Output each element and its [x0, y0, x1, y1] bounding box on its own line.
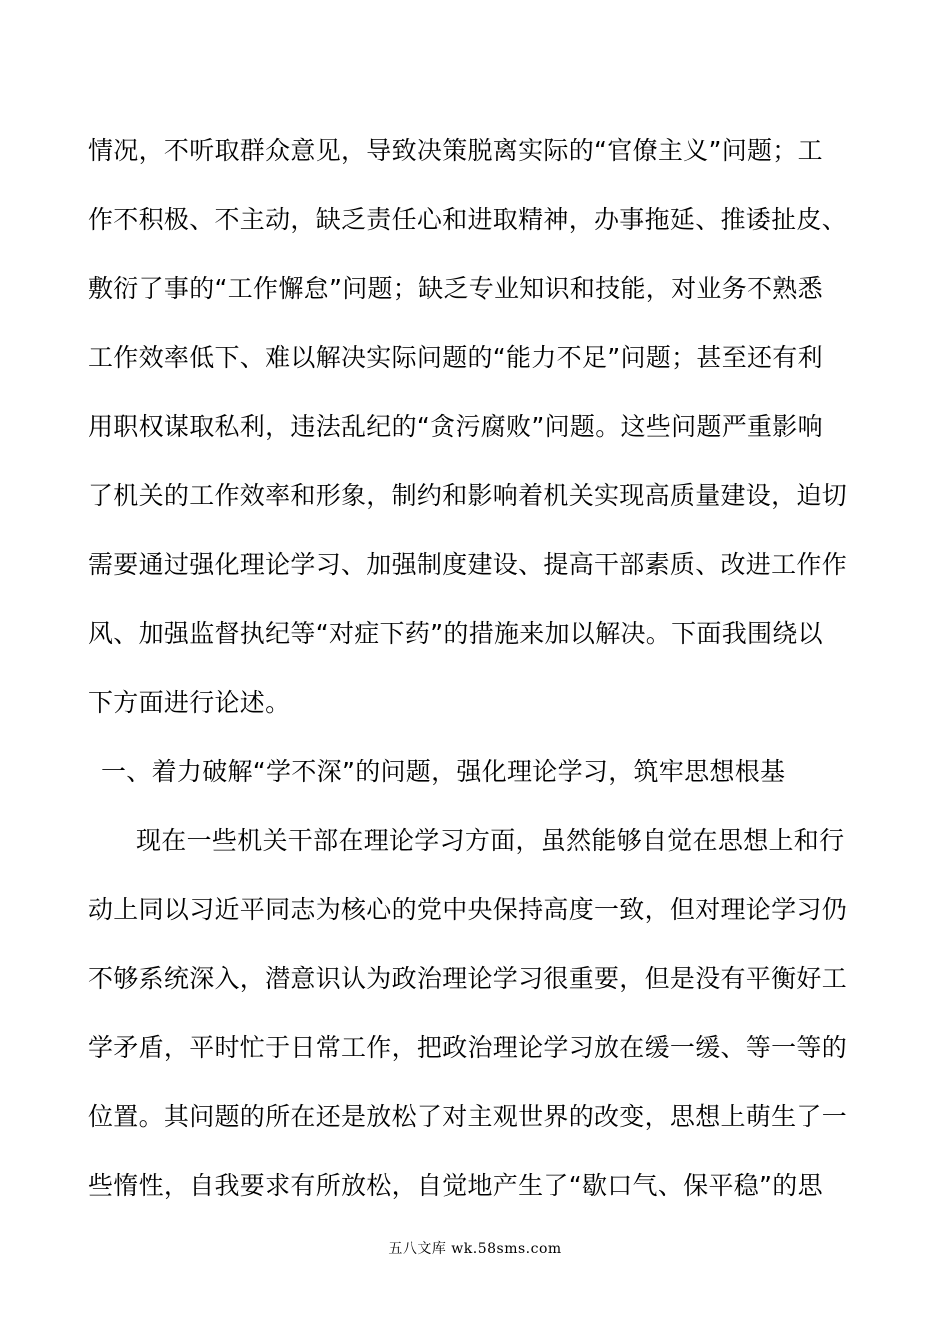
- paragraph-line: 了机关的工作效率和形象，制约和影响着机关实现高质量建设，迫切: [88, 481, 848, 510]
- paragraph-line: 下方面进行论述。: [88, 688, 291, 717]
- page-footer: 五八文库 wk.58sms.com: [388, 1241, 562, 1257]
- paragraph-line: 些惰性，自我要求有所放松，自觉地产生了“歇口气、保平稳”的思: [88, 1171, 823, 1200]
- paragraph-line: 敷衍了事的“工作懈怠”问题；缺乏专业知识和技能，对业务不熟悉: [88, 274, 823, 303]
- section-heading: 一、着力破解“学不深”的问题，强化理论学习，筑牢思想根基: [101, 757, 786, 786]
- paragraph-line: 风、加强监督执纪等“对症下药”的措施来加以解决。下面我围绕以: [88, 619, 823, 648]
- paragraph-line: 不够系统深入，潜意识认为政治理论学习很重要，但是没有平衡好工: [88, 964, 848, 993]
- paragraph-line: 动上同以习近平同志为核心的党中央保持高度一致，但对理论学习仍: [88, 895, 848, 924]
- paragraph-line: 学矛盾，平时忙于日常工作，把政治理论学习放在缓一缓、等一等的: [88, 1033, 848, 1062]
- paragraph-line: 现在一些机关干部在理论学习方面，虽然能够自觉在思想上和行: [136, 826, 845, 855]
- paragraph-line: 位置。其问题的所在还是放松了对主观世界的改变，思想上萌生了一: [88, 1102, 848, 1131]
- paragraph-line: 作不积极、不主动，缺乏责任心和进取精神，办事拖延、推诿扯皮、: [88, 205, 848, 234]
- document-body: [88, 116, 863, 1220]
- paragraph-line: 工作效率低下、难以解决实际问题的“能力不足”问题；甚至还有利: [88, 343, 823, 372]
- paragraph-line: 用职权谋取私利，违法乱纪的“贪污腐败”问题。这些问题严重影响: [88, 412, 823, 441]
- paragraph-line: 需要通过强化理论学习、加强制度建设、提高干部素质、改进工作作: [88, 550, 848, 579]
- paragraph-line: 情况，不听取群众意见，导致决策脱离实际的“官僚主义”问题；工: [88, 136, 823, 165]
